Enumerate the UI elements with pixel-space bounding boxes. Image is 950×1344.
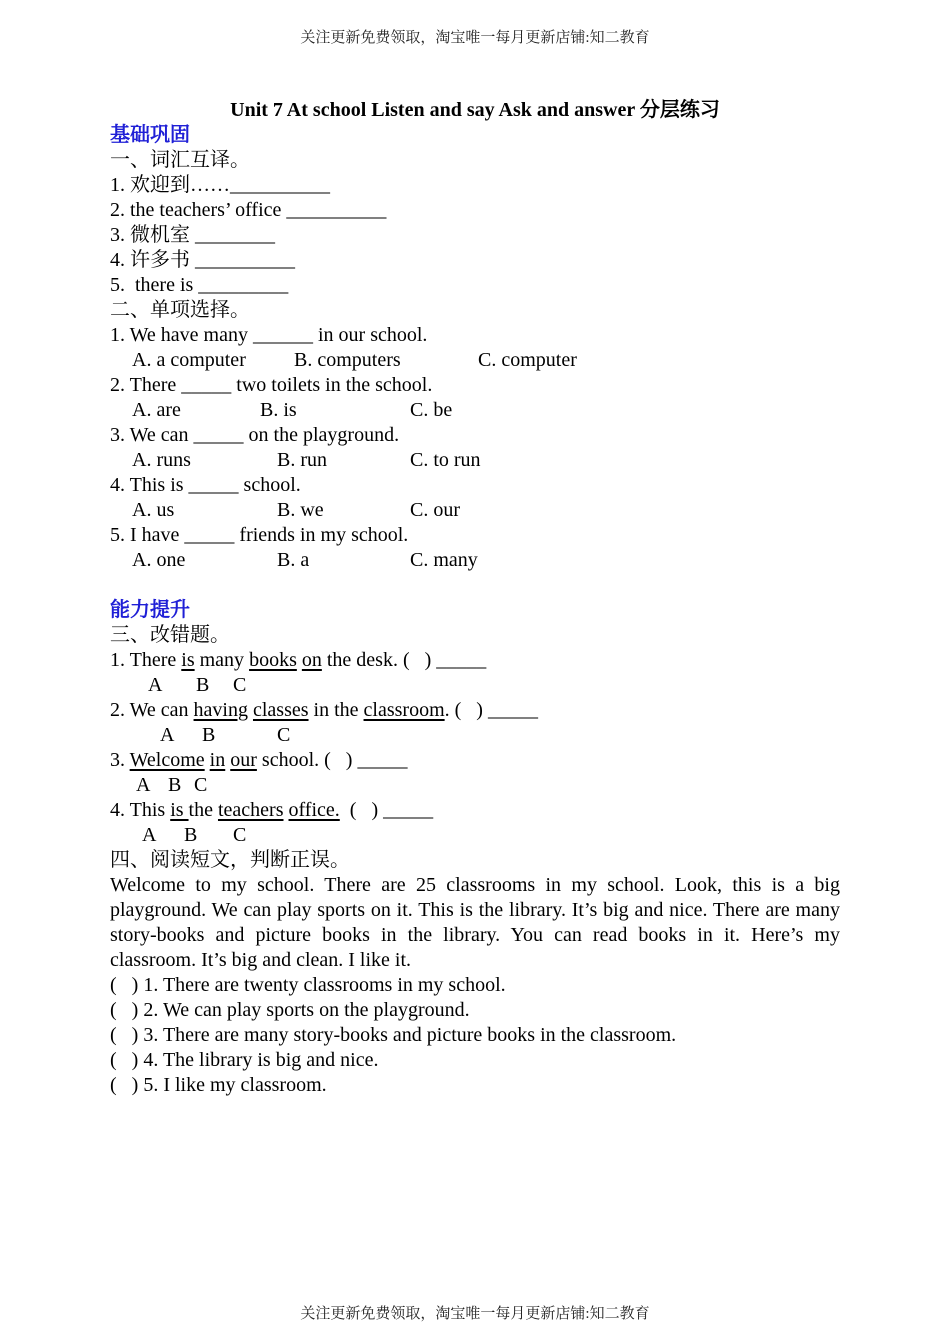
error-letters-1 xyxy=(110,673,840,698)
underlined-word-b: books xyxy=(249,649,297,671)
underlined-word-c: our xyxy=(230,749,257,771)
statement-1: ( ) 1. There are twenty classrooms in my school. xyxy=(110,974,506,996)
underlined-word-c: classroom xyxy=(363,699,445,721)
mc-options-2 xyxy=(110,398,840,423)
underlined-word-c: on xyxy=(301,649,322,671)
vocab-item-1: 1. 欢迎到……__________ xyxy=(110,174,330,196)
statement-3: ( ) 3. There are many story-books and picture books in the classroom. xyxy=(110,1024,677,1046)
letter-a: A xyxy=(142,824,157,846)
text: 2. We can xyxy=(110,699,194,721)
option-b: B. is xyxy=(260,399,297,421)
letter-a: A xyxy=(148,674,163,696)
letter-c: C xyxy=(233,824,247,846)
underlined-word-b: in xyxy=(209,749,226,771)
letter-b: B xyxy=(168,774,182,796)
option-b: B. computers xyxy=(294,349,401,371)
section-basic-heading: 基础巩固 xyxy=(110,124,190,146)
option-b: B. a xyxy=(277,549,310,571)
option-a: A. are xyxy=(132,399,181,421)
option-c: C. computer xyxy=(478,349,577,371)
text: . ( ) _____ xyxy=(444,699,538,721)
worksheet xyxy=(110,97,840,1098)
error-question-3 xyxy=(110,748,840,773)
error-letters-2 xyxy=(110,723,840,748)
underlined-word-a: Welcome xyxy=(129,749,205,771)
part1-heading: 一、词汇互译。 xyxy=(110,149,250,171)
letter-a: A xyxy=(136,774,151,796)
underlined-word-a: is xyxy=(181,649,195,671)
vocab-item-4: 4. 许多书 __________ xyxy=(110,249,295,271)
option-a: A. us xyxy=(132,499,175,521)
text: the xyxy=(188,799,218,821)
mc-question-4: 4. This is _____ school. xyxy=(110,474,301,496)
letter-c: C xyxy=(277,724,291,746)
part2-heading: 二、单项选择。 xyxy=(110,299,250,321)
text: 4. This xyxy=(110,799,171,821)
part3-heading: 三、改错题。 xyxy=(110,624,230,646)
text: 3. xyxy=(110,749,130,771)
mc-question-3: 3. We can _____ on the playground. xyxy=(110,424,400,446)
vocab-item-2: 2. the teachers’ office __________ xyxy=(110,199,387,221)
underlined-word-b: teachers xyxy=(217,799,284,821)
letter-b: B xyxy=(184,824,198,846)
mc-options-4 xyxy=(110,498,840,523)
underlined-word-b: classes xyxy=(252,699,309,721)
error-letters-3 xyxy=(110,773,840,798)
vocab-item-3: 3. 微机室 ________ xyxy=(110,224,275,246)
mc-options-1 xyxy=(110,348,840,373)
mc-options-3 xyxy=(110,448,840,473)
letter-c: C xyxy=(194,774,208,796)
mc-question-2: 2. There _____ two toilets in the school. xyxy=(110,374,433,396)
letter-a: A xyxy=(160,724,175,746)
mc-question-5: 5. I have _____ friends in my school. xyxy=(110,524,409,546)
text: 1. There xyxy=(110,649,182,671)
text: ( ) _____ xyxy=(339,799,434,821)
underlined-word-a: having xyxy=(193,699,248,721)
page-title: Unit 7 At school Listen and say Ask and answer 分层练习 xyxy=(230,99,720,121)
error-question-2 xyxy=(110,698,840,723)
letter-b: B xyxy=(196,674,210,696)
option-c: C. be xyxy=(410,399,453,421)
error-letters-4 xyxy=(110,823,840,848)
mc-question-1: 1. We have many ______ in our school. xyxy=(110,324,428,346)
vocab-item-5: 5. there is _________ xyxy=(110,274,289,296)
section-advanced-heading: 能力提升 xyxy=(110,599,190,621)
text: in the xyxy=(308,699,364,721)
option-c: C. to run xyxy=(410,449,481,471)
part4-heading: 四、阅读短文，判断正误。 xyxy=(110,849,350,871)
option-a: A. a computer xyxy=(132,349,246,371)
mc-options-5 xyxy=(110,548,840,573)
error-question-4 xyxy=(110,798,840,823)
underlined-word-a: is xyxy=(170,799,189,821)
letter-b: B xyxy=(202,724,216,746)
option-c: C. our xyxy=(410,499,460,521)
page-footer: 关注更新免费领取，淘宝唯一每月更新店铺:知二教育 xyxy=(300,1306,650,1322)
option-b: B. run xyxy=(277,449,327,471)
text: the desk. ( ) _____ xyxy=(321,649,487,671)
option-a: A. one xyxy=(132,549,186,571)
text: many xyxy=(194,649,250,671)
underlined-word-c: office. xyxy=(288,799,340,821)
option-a: A. runs xyxy=(132,449,191,471)
option-c: C. many xyxy=(410,549,478,571)
reading-passage: Welcome to my school. There are 25 classrooms in my school. Look, this is a big playground. We can play sports on it. This is the library. It’s big and nice. There are many story-books and picture books in the library. You can read books in it. Here’s my classroom. It’s big and clean. I like it. xyxy=(110,874,840,971)
letter-c: C xyxy=(233,674,247,696)
text: school. ( ) _____ xyxy=(256,749,408,771)
option-b: B. we xyxy=(277,499,324,521)
statement-5: ( ) 5. I like my classroom. xyxy=(110,1074,327,1096)
statement-2: ( ) 2. We can play sports on the playground. xyxy=(110,999,470,1021)
error-question-1 xyxy=(110,648,840,673)
page-header: 关注更新免费领取，淘宝唯一每月更新店铺:知二教育 xyxy=(300,30,650,46)
blank-line xyxy=(110,573,840,598)
statement-4: ( ) 4. The library is big and nice. xyxy=(110,1049,379,1071)
